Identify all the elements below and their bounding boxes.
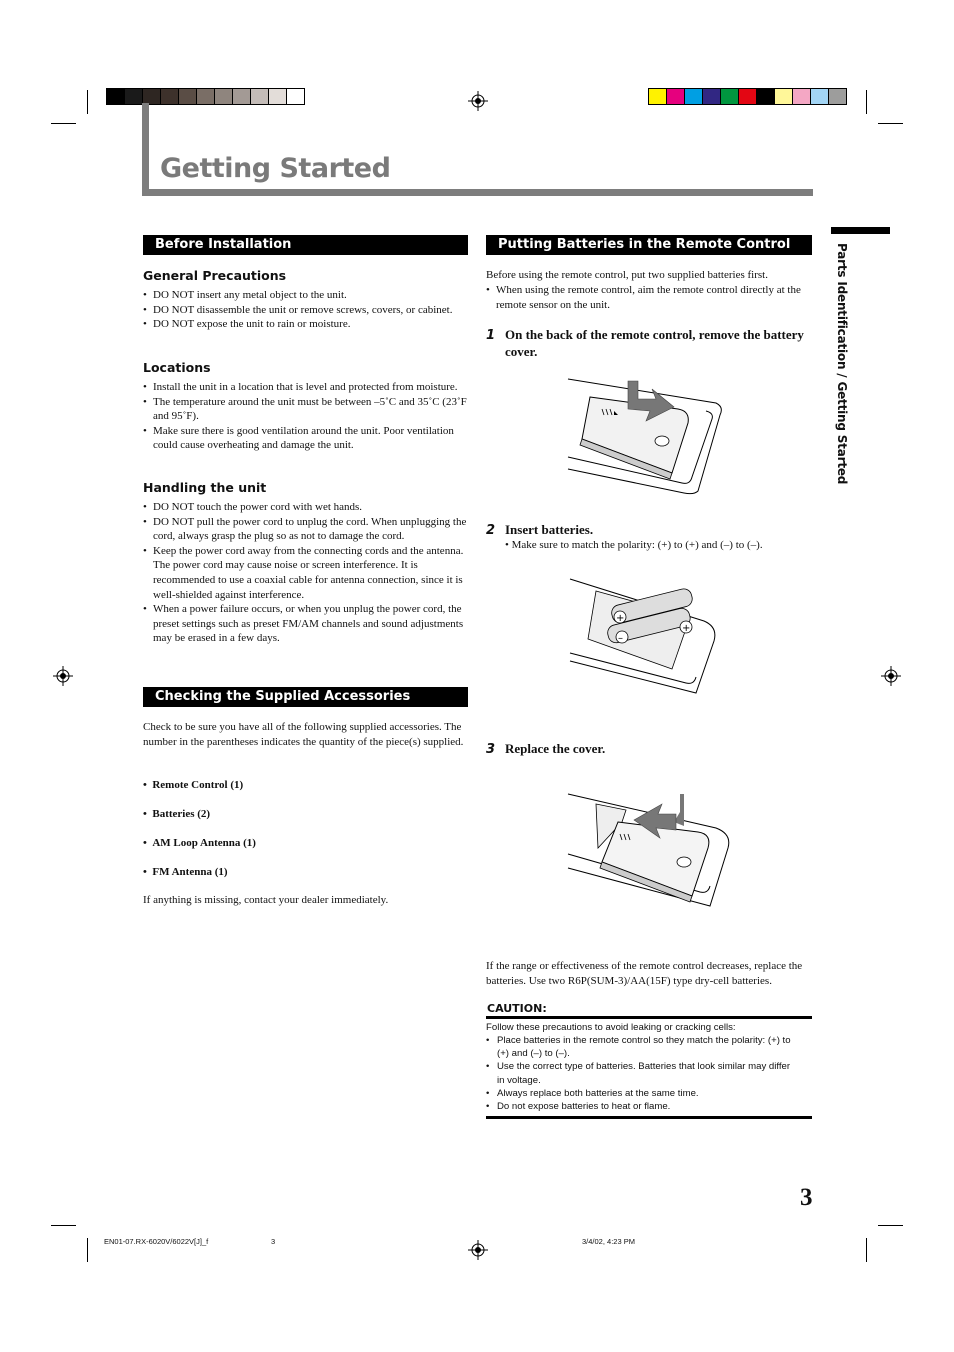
svg-text:–: – <box>618 633 623 644</box>
svg-text:+: + <box>616 613 625 624</box>
registration-mark-icon <box>468 1240 488 1260</box>
caution-bottom-rule <box>486 1116 812 1119</box>
batteries-intro-list <box>486 283 812 312</box>
registration-mark-icon <box>468 91 488 111</box>
accessory-label: AM Loop Antenna (1) <box>152 837 256 849</box>
step-text: Insert batteries. <box>505 522 594 537</box>
list-item: • DO NOT touch the power cord with wet hands. <box>143 500 468 515</box>
handling-list <box>143 500 468 646</box>
color-swatch <box>124 88 143 105</box>
caution-top-rule <box>486 1016 812 1019</box>
crop-mark <box>87 1238 88 1262</box>
page-number: 3 <box>800 1184 813 1211</box>
list-item: • DO NOT pull the power cord to unplug the cord. When unplugging the cord, always grasp the plug so as not to damage the cord. <box>143 515 468 544</box>
section-heading-before-installation: Before Installation <box>143 235 468 255</box>
list-item: • Keep the power cord away from the connecting cords and the antenna. The power cord may cause noise or screen interference. It is recommended to use a coaxial cable for antenna connection, since it is well-shielded against interference. <box>143 544 468 602</box>
page-title: Getting Started <box>160 153 391 184</box>
crop-mark <box>878 123 903 124</box>
accessory-item: • FM Antenna (1) <box>143 866 228 878</box>
step-1 <box>486 326 806 359</box>
section-heading-batteries: Putting Batteries in the Remote Control <box>486 235 812 255</box>
side-tab-label: Parts Identification / Getting Started <box>835 243 849 485</box>
crop-mark <box>51 1225 76 1226</box>
subheading-general-precautions: General Precautions <box>143 268 287 283</box>
step-note: Make sure to match the polarity: (+) to (+) and (–) to (–). <box>511 539 763 551</box>
accessories-outro: If anything is missing, contact your dealer immediately. <box>143 894 389 906</box>
crop-mark <box>866 1238 867 1262</box>
color-swatch <box>160 88 179 105</box>
step-text: Replace the cover. <box>505 741 606 756</box>
step-3 <box>486 740 806 758</box>
accessory-label: Remote Control (1) <box>152 779 244 791</box>
color-swatch <box>196 88 215 105</box>
step-number: 1 <box>486 328 496 343</box>
color-swatch <box>738 88 757 105</box>
step-2-note: • Make sure to match the polarity: (+) to (+) and (–) to (–). <box>505 539 763 551</box>
list-item: • When a power failure occurs, or when you unplug the power cord, the preset settings such as preset FM/AM channels and sound adjustments may be erased in a few days. <box>143 602 468 646</box>
subheading-locations: Locations <box>143 360 211 375</box>
caution-heading: CAUTION: <box>487 1002 547 1015</box>
registration-mark-icon <box>881 666 901 686</box>
list-item: • Always replace both batteries at the same time. <box>486 1087 796 1100</box>
color-swatch <box>268 88 287 105</box>
registration-mark-icon <box>53 666 73 686</box>
list-item: • Use the correct type of batteries. Batteries that look similar may differ in voltage. <box>486 1060 796 1086</box>
list-item: • Place batteries in the remote control so they match the polarity: (+) to (+) and (–) to (–). <box>486 1034 796 1060</box>
step-number: 3 <box>486 742 496 757</box>
list-item: • Do not expose batteries to heat or flame. <box>486 1100 796 1113</box>
color-swatch <box>702 88 721 105</box>
color-swatch <box>250 88 269 105</box>
color-swatch <box>178 88 197 105</box>
list-item: • Make sure there is good ventilation around the unit. Poor ventilation could cause overheating and damage the unit. <box>143 424 468 453</box>
footer-page: 3 <box>271 1237 276 1246</box>
caution-list <box>486 1034 796 1113</box>
color-swatch <box>106 88 125 105</box>
step-number: 2 <box>486 523 496 538</box>
insert-batteries-illustration <box>566 577 721 699</box>
crop-mark <box>87 90 88 114</box>
crop-mark <box>878 1225 903 1226</box>
color-swatch <box>792 88 811 105</box>
color-swatch <box>648 88 667 105</box>
general-precautions-list <box>143 288 468 332</box>
color-swatch <box>774 88 793 105</box>
color-swatch <box>232 88 251 105</box>
step-2 <box>486 521 806 539</box>
list-item: • DO NOT insert any metal object to the unit. <box>143 288 468 303</box>
header-rule <box>142 189 813 196</box>
locations-list <box>143 380 468 453</box>
list-item: • DO NOT disassemble the unit or remove screws, covers, or cabinet. <box>143 303 468 318</box>
list-item: • The temperature around the unit must be between –5˚C and 35˚C (23˚F and 95˚F). <box>143 395 468 424</box>
crop-mark <box>866 90 867 114</box>
list-item: • When using the remote control, aim the remote control directly at the remote sensor on the unit. <box>486 283 812 312</box>
header-frame <box>142 103 149 196</box>
accessory-label: FM Antenna (1) <box>152 866 228 878</box>
footer-filename: EN01-07.RX-6020V/6022V[J]_f <box>104 1237 209 1246</box>
caution-intro: Follow these precautions to avoid leaking or cracking cells: <box>486 1022 736 1033</box>
color-swatch <box>810 88 829 105</box>
color-swatch <box>214 88 233 105</box>
color-swatch <box>828 88 847 105</box>
list-item: • DO NOT expose the unit to rain or moisture. <box>143 317 468 332</box>
accessory-item: • Remote Control (1) <box>143 779 244 791</box>
crop-mark <box>51 123 76 124</box>
footer-date: 3/4/02, 4:23 PM <box>582 1237 635 1246</box>
accessory-item: • Batteries (2) <box>143 808 211 820</box>
subheading-handling: Handling the unit <box>143 480 267 495</box>
color-swatch <box>756 88 775 105</box>
accessory-item: • AM Loop Antenna (1) <box>143 837 256 849</box>
accessory-label: Batteries (2) <box>152 808 211 820</box>
color-swatch <box>684 88 703 105</box>
list-item: • Install the unit in a location that is level and protected from moisture. <box>143 380 468 395</box>
replace-cover-illustration <box>566 792 736 912</box>
side-tab-bar <box>831 227 890 234</box>
accessories-intro: Check to be sure you have all of the following supplied accessories. The number in the parentheses indicates the quantity of the piece(s) supplied. <box>143 721 464 748</box>
batteries-intro: Before using the remote control, put two supplied batteries first. <box>486 269 768 281</box>
color-swatch <box>286 88 305 105</box>
svg-text:+: + <box>682 623 691 634</box>
section-heading-accessories: Checking the Supplied Accessories <box>143 687 468 707</box>
color-swatch <box>666 88 685 105</box>
step-text: On the back of the remote control, remove the battery cover. <box>505 327 804 359</box>
color-swatch <box>720 88 739 105</box>
remove-cover-illustration <box>566 373 726 495</box>
range-note: If the range or effectiveness of the remote control decreases, replace the batteries. Use two R6P(SUM-3)/AA(15F) type dry-cell batteries. <box>486 960 803 987</box>
